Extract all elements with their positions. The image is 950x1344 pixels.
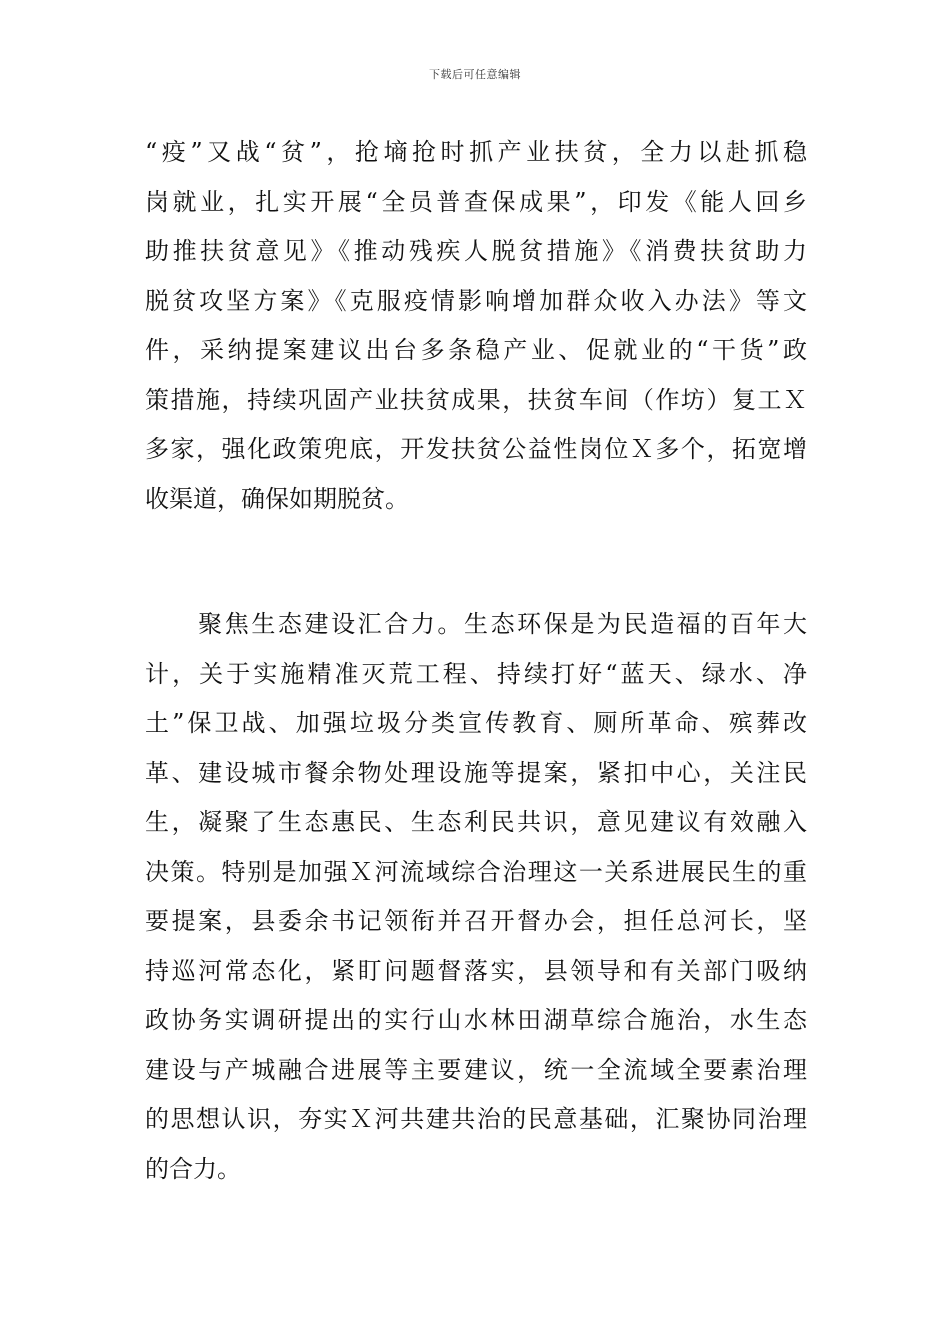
text-line: 聚焦生态建设汇合力。生态环保是为民造福的百年大 [145,610,807,638]
text-line: 的合力。 [145,1154,241,1183]
text-line: 要提案，县委余书记领衔并召开督办会，担任总河长，坚 [145,907,807,935]
text-line: 件，采纳提案建议出台多条稳产业、促就业的“干货”政 [145,336,807,364]
text-line: 多家，强化政策兜底，开发扶贫公益性岗位Ｘ多个，拓宽增 [145,435,807,463]
text-line: 政协务实调研提出的实行山水林田湖草综合施治，水生态 [145,1006,807,1034]
text-line: 策措施，持续巩固产业扶贫成果，扶贫车间（作坊）复工Ｘ [145,385,807,414]
text-line: “疫”又战“贫”，抢墒抢时抓产业扶贫，全力以赴抓稳 [145,138,807,166]
text-line: 持巡河常态化，紧盯问题督落实，县领导和有关部门吸纳 [145,956,807,985]
text-line: 脱贫攻坚方案》《克服疫情影响增加群众收入办法》等文 [145,286,807,315]
text-line: 计，关于实施精准灭荒工程、持续打好“蓝天、绿水、净 [145,659,807,688]
text-line: 助推扶贫意见》《推动残疾人脱贫措施》《消费扶贫助力 [145,237,807,265]
text-line: 的思想认识，夯实Ｘ河共建共治的民意基础，汇聚协同治理 [145,1105,807,1133]
text-line: 岗就业，扎实开展“全员普查保成果”，印发《能人回乡 [145,187,807,216]
text-line: 土”保卫战、加强垃圾分类宣传教育、厕所革命、殡葬改 [145,709,807,737]
text-line: 革、建设城市餐余物处理设施等提案，紧扣中心，关注民 [145,758,807,787]
page-header-note: 下载后可任意编辑 [429,68,521,81]
text-line: 建设与产城融合进展等主要建议，统一全流域全要素治理 [145,1055,807,1084]
document-body [145,128,807,1194]
paragraph-ecological-construction [145,600,807,1194]
paragraph-spacer [145,524,807,600]
text-line: 生，凝聚了生态惠民、生态利民共识，意见建议有效融入 [145,808,807,836]
text-line: 决策。特别是加强Ｘ河流域综合治理这一关系进展民生的重 [145,857,807,886]
paragraph-poverty-alleviation [145,128,807,524]
text-line: 收渠道，确保如期脱贫。 [145,484,409,513]
